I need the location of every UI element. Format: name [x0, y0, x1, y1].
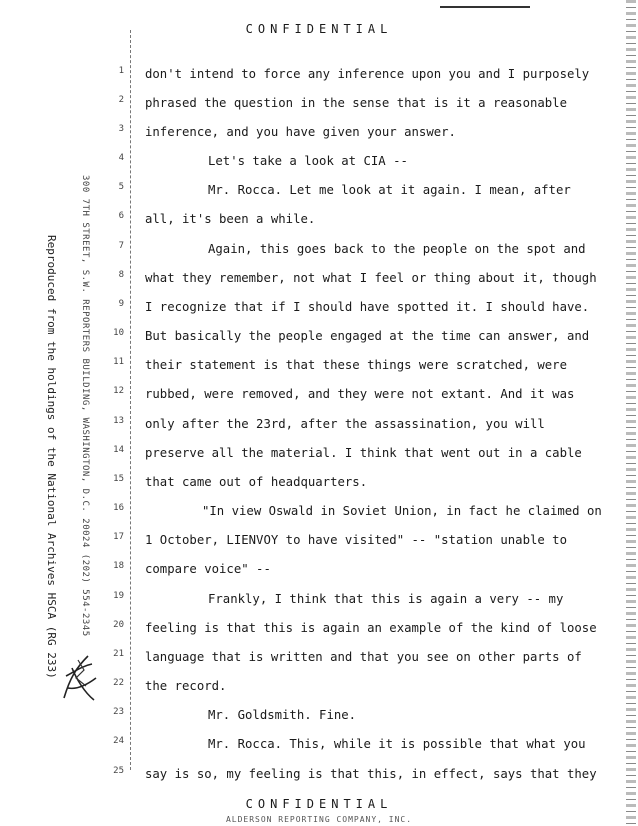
transcript-line: "In view Oswald in Soviet Union, in fact he claimed on: [202, 504, 602, 518]
line-number: 11: [113, 357, 124, 367]
line-number: 7: [118, 241, 124, 251]
transcript-line: feeling is that this is again an example of the kind of loose: [145, 621, 597, 635]
header-classification: CONFIDENTIAL: [245, 22, 393, 36]
transcript-line: only after the 23rd, after the assassination, you will: [145, 417, 545, 431]
transcript-line: Mr. Rocca. Let me look at it again. I mean, after: [208, 183, 571, 197]
transcript-line: Mr. Rocca. This, while it is possible that what you: [208, 737, 586, 751]
transcript-line: But basically the people engaged at the time can answer, and: [145, 329, 590, 343]
line-number: 15: [113, 474, 124, 484]
right-edge-scan-noise: [626, 0, 636, 826]
left-margin-rule: [130, 30, 131, 770]
footer-classification: CONFIDENTIAL: [245, 797, 393, 811]
transcript-line: Frankly, I think that this is again a very -- my: [208, 592, 564, 606]
transcript-line: Let's take a look at CIA --: [208, 154, 408, 168]
transcript-line: Again, this goes back to the people on the spot and: [208, 242, 586, 256]
line-number: 19: [113, 591, 124, 601]
handwritten-initials-stamp: [58, 648, 102, 706]
line-number: 24: [113, 736, 124, 746]
transcript-line: compare voice" --: [145, 562, 271, 576]
line-number: 1: [118, 66, 124, 76]
line-number: 21: [113, 649, 124, 659]
line-number: 17: [113, 532, 124, 542]
transcript-line: 1 October, LIENVOY to have visited" -- "station unable to: [145, 533, 567, 547]
line-number: 10: [113, 328, 124, 338]
line-number: 12: [113, 386, 124, 396]
line-number: 13: [113, 416, 124, 426]
line-number: 20: [113, 620, 124, 630]
line-number: 18: [113, 561, 124, 571]
line-number: 16: [113, 503, 124, 513]
line-number: 14: [113, 445, 124, 455]
printer-address: 300 7TH STREET, S.W. REPORTERS BUILDING, WASHINGTON, D.C. 20024 (202) 554-2345: [80, 175, 90, 637]
transcript-line: that came out of headquarters.: [145, 475, 368, 489]
line-number: 2: [118, 95, 124, 105]
transcript-line: rubbed, were removed, and they were not extant. And it was: [145, 387, 575, 401]
transcript-line: phrased the question in the sense that is it a reasonable: [145, 96, 567, 110]
transcript-line: what they remember, not what I feel or thing about it, though: [145, 271, 597, 285]
line-number: 4: [118, 153, 124, 163]
reporter-company: ALDERSON REPORTING COMPANY, INC.: [225, 815, 413, 824]
line-number: 5: [118, 182, 124, 192]
transcript-line: inference, and you have given your answer.: [145, 125, 456, 139]
line-number: 6: [118, 211, 124, 221]
transcript-line: their statement is that these things were scratched, were: [145, 358, 567, 372]
line-number: 23: [113, 707, 124, 717]
transcript-line: I recognize that if I should have spotted it. I should have.: [145, 300, 590, 314]
transcript-line: preserve all the material. I think that went out in a cable: [145, 446, 582, 460]
transcript-line: the record.: [145, 679, 227, 693]
line-number: 25: [113, 766, 124, 776]
transcript-line: say is so, my feeling is that this, in effect, says that they: [145, 767, 597, 781]
line-number: 3: [118, 124, 124, 134]
line-number: 8: [118, 270, 124, 280]
transcript-line: Mr. Goldsmith. Fine.: [208, 708, 357, 722]
line-number: 22: [113, 678, 124, 688]
provenance-note: Reproduced from the holdings of the National Archives HSCA (RG 233): [45, 235, 58, 679]
transcript-line: don't intend to force any inference upon you and I purposely: [145, 67, 590, 81]
line-number: 9: [118, 299, 124, 309]
transcript-line: language that is written and that you see on other parts of: [145, 650, 582, 664]
top-edge-mark: [440, 0, 530, 8]
transcript-line: all, it's been a while.: [145, 212, 316, 226]
